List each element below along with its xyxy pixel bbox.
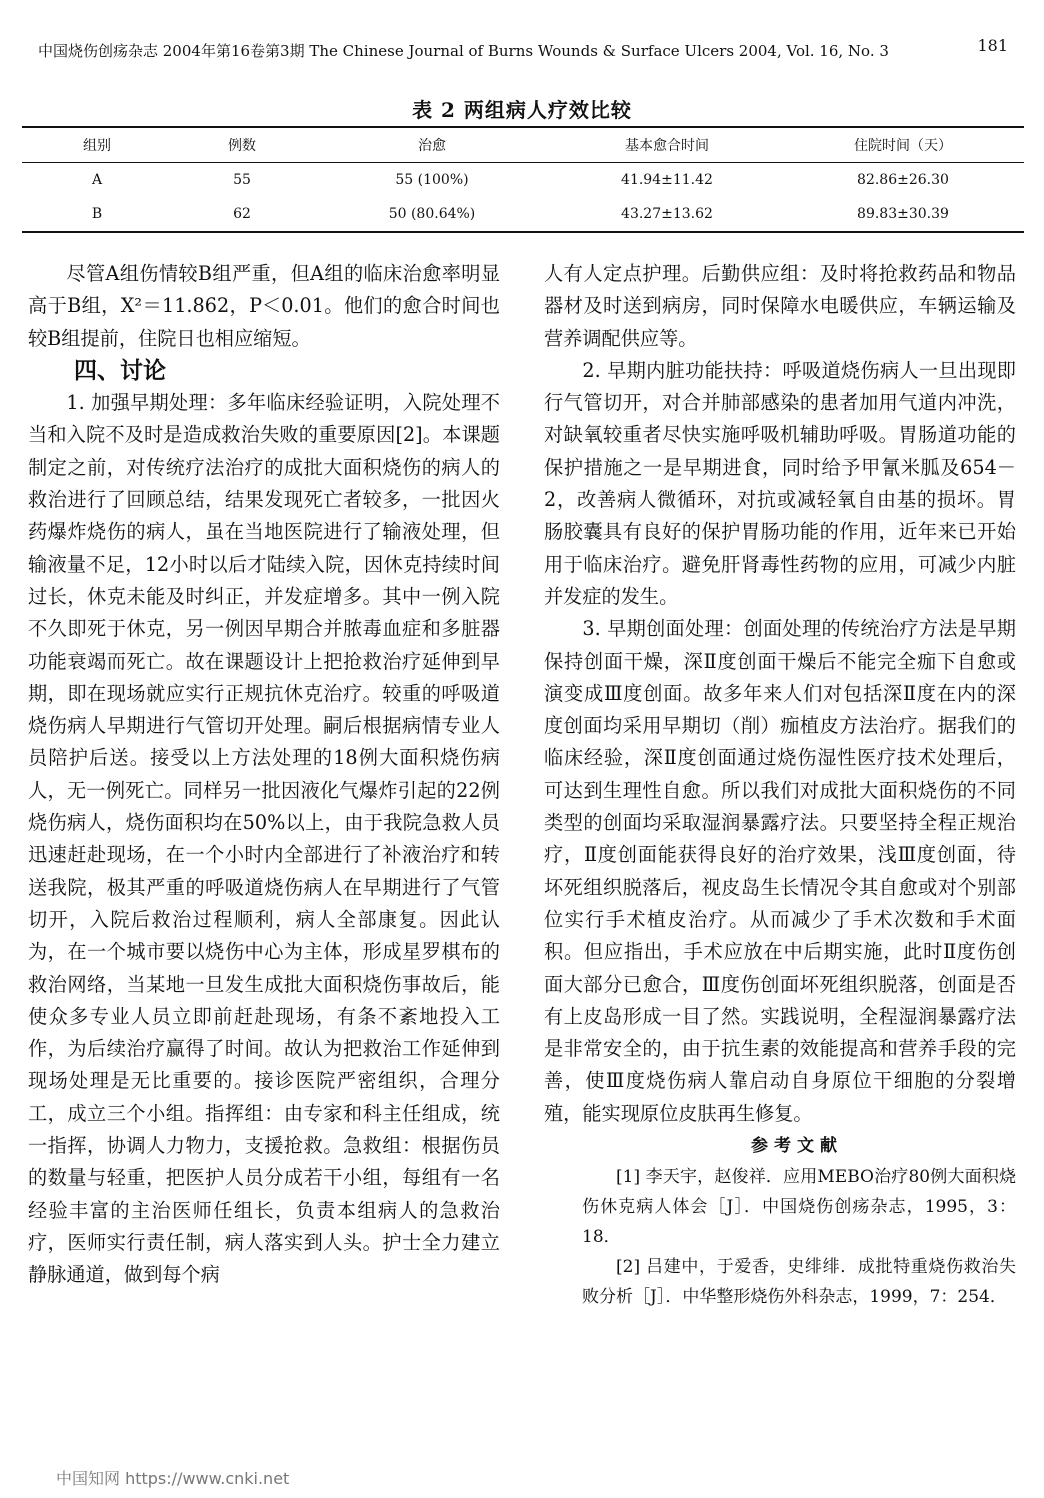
- table-header-cell: 基本愈合时间: [625, 138, 709, 154]
- table-cell: B: [91, 206, 103, 222]
- table-row: [22, 163, 1024, 197]
- table-cell: 89.83±30.39: [857, 206, 949, 222]
- reference-item: [2] 吕建中，于爱香，史绯绯．成批特重烧伤救治失败分析［J］．中华整形烧伤外科杂志，1999，7：254．: [582, 1257, 1016, 1308]
- table-header-cell: 治愈: [418, 138, 446, 154]
- table-header-cell: 住院时间（天）: [854, 138, 952, 154]
- discussion-paragraph-1-continued: 人有人定点护理。后勤供应组：及时将抢救药品和物品器材及时送到病房，同时保障水电暖供应，车辆运输及营养调配供应等。: [544, 262, 1016, 350]
- table-title: 表 2 两组病人疗效比较: [412, 98, 632, 122]
- section-heading-discussion: 四、讨论: [74, 357, 166, 384]
- left-column: [28, 258, 500, 1292]
- discussion-paragraph-2: 2. 早期内脏功能扶持：呼吸道烧伤病人一旦出现即行气管切开，对合并肺部感染的患者加用气道内冲洗，对缺氧较重者尽快实施呼吸机辅助呼吸。胃肠道功能的保护措施之一是早期进食，同时给予甲氰米胍及654－2，改善病人微循环，对抗或减轻氧自由基的损坏。胃肠胶囊具有良好的保护胃肠功能的作用，近年来已开始用于临床治疗。避免肝肾毒性药物的应用，可减少内脏并发症的发生。: [544, 358, 1016, 608]
- references-heading: 参考文献: [751, 1136, 843, 1157]
- results-paragraph: 尽管A组伤情较B组严重，但A组的临床治愈率明显高于B组，X²＝11.862，P＜0.01。他们的愈合时间也较B组提前，住院日也相应缩短。: [28, 262, 500, 350]
- journal-running-title: 中国烧伤创疡杂志 2004年第16卷第3期 The Chinese Journal of Burns Wounds & Surface Ulcers 2004, Vol. 16, No. 3: [38, 42, 889, 60]
- table-cell: 43.27±13.62: [621, 206, 713, 222]
- running-header: [38, 36, 1008, 62]
- table-cell: 41.94±11.42: [621, 172, 713, 188]
- table-cell: 62: [233, 206, 251, 222]
- page-number: 181: [977, 36, 1008, 55]
- table-header-cell: 组别: [83, 138, 111, 154]
- table-cell: A: [91, 172, 103, 188]
- efficacy-table: [22, 126, 1024, 233]
- table-cell: 55: [233, 172, 251, 188]
- right-column: [544, 258, 1016, 1312]
- reference-item: [1] 李天宇，赵俊祥．应用MEBO治疗80例大面积烧伤休克病人体会［J］．中国烧伤创疡杂志，1995，3：18．: [582, 1167, 1016, 1248]
- table-header-row: [22, 128, 1024, 163]
- cnki-watermark: 中国知网 https://www.cnki.net: [56, 1469, 290, 1488]
- table-cell: 82.86±26.30: [857, 172, 949, 188]
- discussion-paragraph-3: 3. 早期创面处理：创面处理的传统治疗方法是早期保持创面干燥，深Ⅱ度创面干燥后不能完全痂下自愈或演变成Ⅲ度创面。故多年来人们对包括深Ⅱ度在内的深度创面均采用早期切（削）痂植皮方法治疗。据我们的临床经验，深Ⅱ度创面通过烧伤湿性医疗技术处理后，可达到生理性自愈。所以我们对成批大面积烧伤的不同类型的创面均采取湿润暴露疗法。只要坚持全程正规治疗，Ⅱ度创面能获得良好的治疗效果，浅Ⅲ度创面，待坏死组织脱落后，视皮岛生长情况令其自愈或对个别部位实行手术植皮治疗。从而减少了手术次数和手术面积。但应指出，手术应放在中后期实施，此时Ⅱ度伤创面大部分已愈合，Ⅲ度伤创面坏死组织脱落，创面是否有上皮岛形成一目了然。实践说明，全程湿润暴露疗法是非常安全的，由于抗生素的效能提高和营养手段的完善，使Ⅲ度烧伤病人靠启动自身原位干细胞的分裂增殖，能实现原位皮肤再生修复。: [544, 617, 1016, 1125]
- discussion-paragraph-1: 1. 加强早期处理：多年临床经验证明，入院处理不当和入院不及时是造成救治失败的重要原因[2]。本课题制定之前，对传统疗法治疗的成批大面积烧伤的病人的救治进行了回顾总结，结果发现死亡者较多，一批因火药爆炸烧伤的病人，虽在当地医院进行了输液处理，但输液量不足，12小时以后才陆续入院，因休克持续时间过长，休克未能及时纠正，并发症增多。其中一例入院不久即死于休克，另一例因早期合并脓毒血症和多脏器功能衰竭而死亡。故在课题设计上把抢救治疗延伸到早期，即在现场就应实行正规抗休克治疗。较重的呼吸道烧伤病人早期进行气管切开处理。嗣后根据病情专业人员陪护后送。接受以上方法处理的18例大面积烧伤病人，无一例死亡。同样另一批因液化气爆炸引起的22例烧伤病人，烧伤面积均在50%以上，由于我院急救人员迅速赶赴现场，在一个小时内全部进行了补液治疗和转送我院，极其严重的呼吸道烧伤病人在早期进行了气管切开，入院后救治过程顺利，病人全部康复。因此认为，在一个城市要以烧伤中心为主体，形成星罗棋布的救治网络，当某地一旦发生成批大面积烧伤事故后，能使众多专业人员立即前赶赴现场，有条不紊地投入工作，为后续治疗赢得了时间。故认为把救治工作延伸到现场处理是无比重要的。接诊医院严密组织，合理分工，成立三个小组。指挥组：由专家和科主任组成，统一指挥，协调人力物力，支援抢救。急救组：根据伤员的数量与轻重，把医护人员分成若干小组，每组有一名经验丰富的主治医师任组长，负责本组病人的急救治疗，医师实行责任制，病人落实到人头。护士全力建立静脉通道，做到每个病: [28, 391, 500, 1287]
- table-cell: 55 (100%): [395, 172, 469, 188]
- table-row: [22, 197, 1024, 231]
- table-header-cell: 例数: [228, 138, 256, 154]
- table-cell: 50 (80.64%): [388, 206, 476, 222]
